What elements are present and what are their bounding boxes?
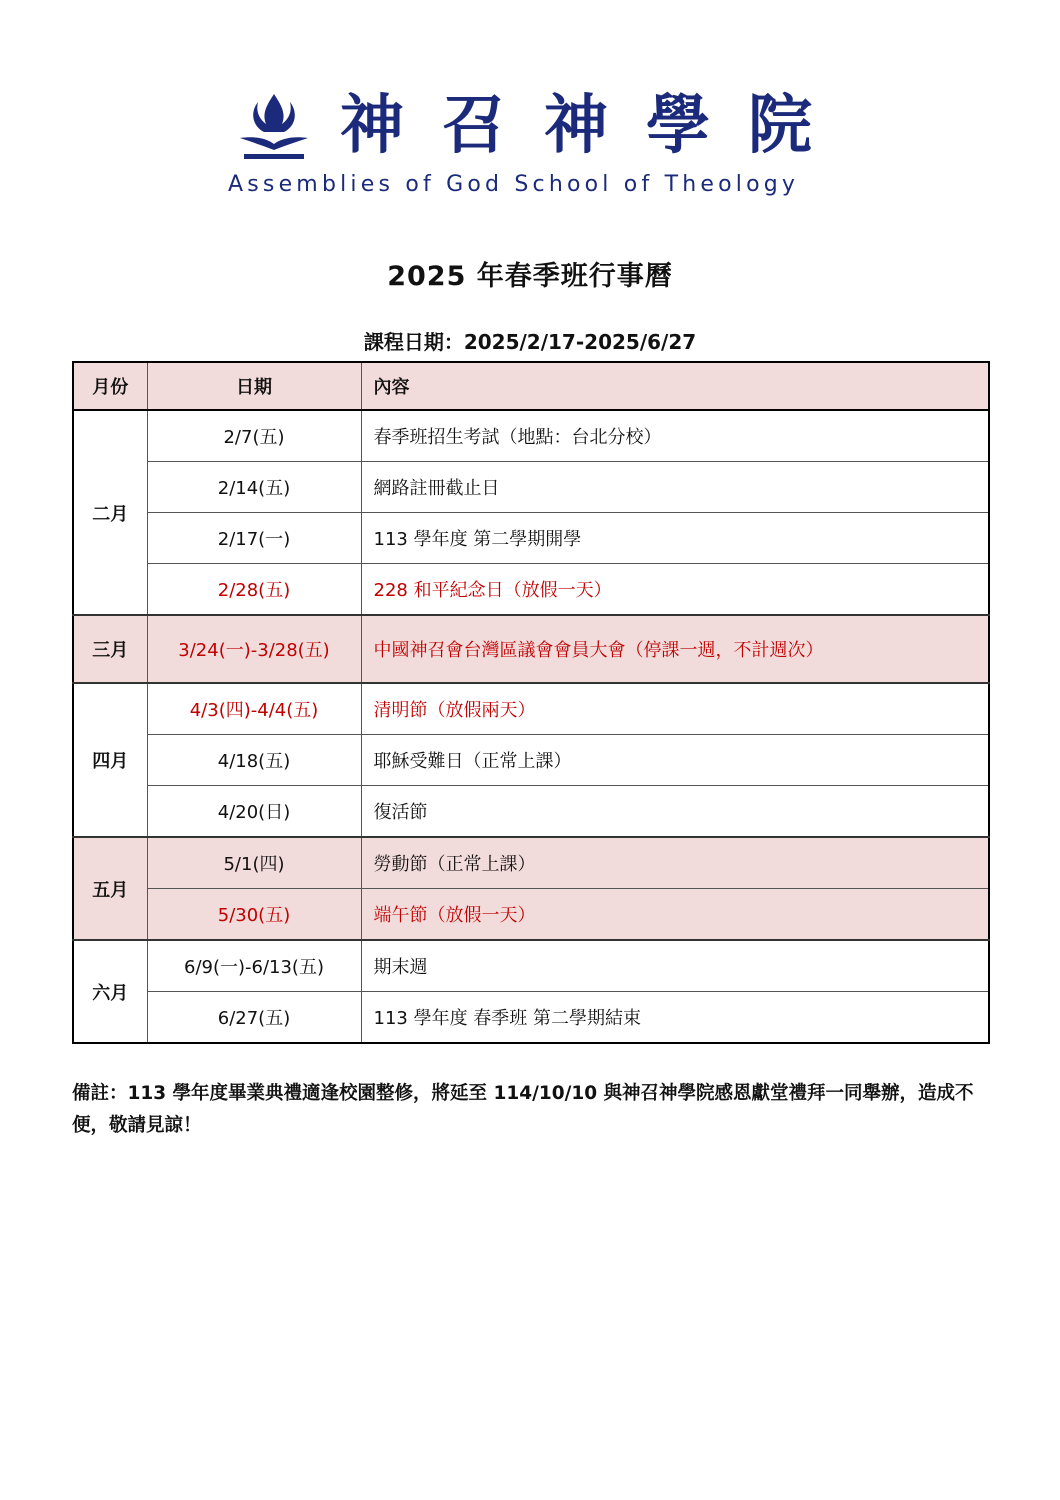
- content-cell: 復活節: [361, 786, 989, 838]
- table-header-row: [73, 362, 989, 410]
- date-cell-holiday: 4/3(四)-4/4(五): [147, 683, 361, 735]
- table-row: [73, 683, 989, 735]
- content-cell: 113 學年度 春季班 第二學期結束: [361, 992, 989, 1044]
- date-cell: 2/7(五): [147, 410, 361, 462]
- date-cell: 6/27(五): [147, 992, 361, 1044]
- content-cell: 期末週: [361, 940, 989, 992]
- table-row: [73, 889, 989, 941]
- table-row: [73, 615, 989, 683]
- date-cell-holiday: 5/30(五): [147, 889, 361, 941]
- school-logo-icon: [236, 92, 312, 162]
- month-cell-mar: 三月: [73, 615, 147, 683]
- school-name-zh: 神召神學院: [340, 88, 850, 163]
- column-header-month: 月份: [73, 362, 147, 410]
- table-row: [73, 410, 989, 462]
- content-cell-holiday: 端午節（放假一天）: [361, 889, 989, 941]
- column-header-date: 日期: [147, 362, 361, 410]
- date-cell: 6/9(一)-6/13(五): [147, 940, 361, 992]
- table-row: [73, 940, 989, 992]
- table-row: [73, 992, 989, 1044]
- month-cell-apr: 四月: [73, 683, 147, 837]
- content-cell-holiday: 清明節（放假兩天）: [361, 683, 989, 735]
- content-cell: 113 學年度 第二學期開學: [361, 513, 989, 564]
- month-cell-may: 五月: [73, 837, 147, 940]
- date-cell-holiday: 2/28(五): [147, 564, 361, 616]
- date-cell: 2/17(一): [147, 513, 361, 564]
- month-cell-feb: 二月: [73, 410, 147, 615]
- calendar-table: [72, 361, 990, 1044]
- content-cell: 耶穌受難日（正常上課）: [361, 735, 989, 786]
- content-cell-holiday: 228 和平紀念日（放假一天）: [361, 564, 989, 616]
- course-dates: 課程日期：2025/2/17-2025/6/27: [363, 330, 697, 354]
- table-row: [73, 837, 989, 889]
- content-cell: 春季班招生考試（地點：台北分校）: [361, 410, 989, 462]
- content-cell-holiday: 中國神召會台灣區議會會員大會（停課一週，不計週次）: [361, 615, 989, 683]
- date-cell: 5/1(四): [147, 837, 361, 889]
- table-row: [73, 564, 989, 616]
- footnote: 備註：113 學年度畢業典禮適逢校園整修，將延至 114/10/10 與神召神學院感恩獻堂禮拜一同舉辦，造成不便，敬請見諒！: [72, 1083, 974, 1136]
- table-row: [73, 462, 989, 513]
- column-header-content: 內容: [361, 362, 989, 410]
- page-title: 2025 年春季班行事曆: [387, 261, 673, 292]
- date-cell: 4/20(日): [147, 786, 361, 838]
- school-name-en: Assemblies of God School of Theology: [228, 172, 800, 197]
- date-cell: 4/18(五): [147, 735, 361, 786]
- table-row: [73, 513, 989, 564]
- content-cell: 勞動節（正常上課）: [361, 837, 989, 889]
- content-cell: 網路註冊截止日: [361, 462, 989, 513]
- school-header: [228, 86, 848, 206]
- table-row: [73, 786, 989, 838]
- table-row: [73, 735, 989, 786]
- date-cell: 2/14(五): [147, 462, 361, 513]
- date-cell-holiday: 3/24(一)-3/28(五): [147, 615, 361, 683]
- month-cell-jun: 六月: [73, 940, 147, 1043]
